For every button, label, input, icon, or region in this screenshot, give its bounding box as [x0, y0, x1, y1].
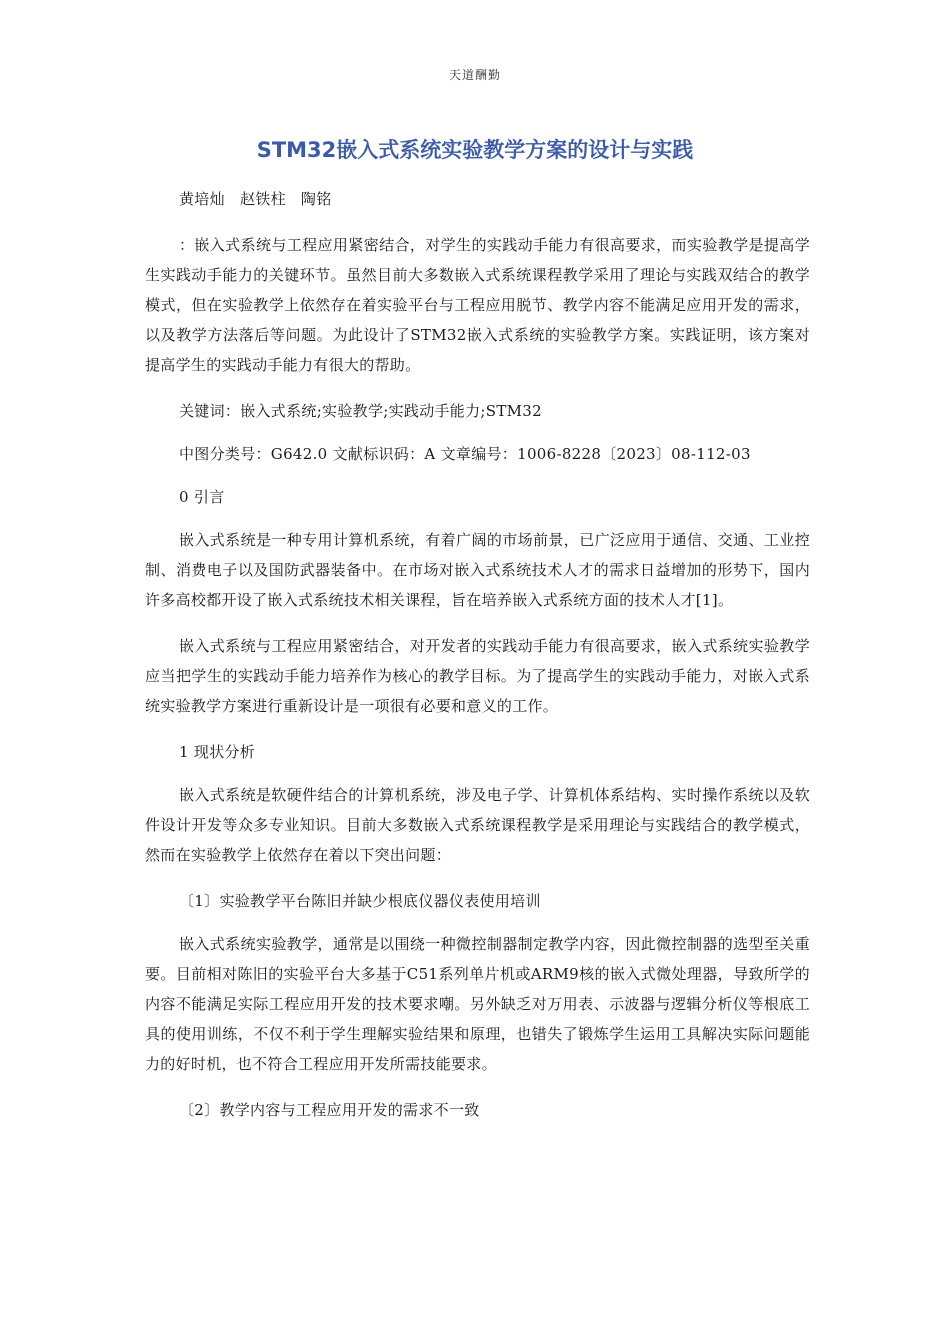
section-heading-introduction: 0 引言 [179, 488, 225, 506]
page-header: 天道酬勤 [448, 68, 501, 82]
subsection-1-paragraph: 嵌入式系统实验教学，通常是以围绕一种微控制器制定教学内容，因此微控制器的选型至关重要。目前相对陈旧的实验平台大多基于C51系列单片机或ARM9核的嵌入式微处理器，导致所学的内容不能满足实际工程应用开发的技术要求嘲。另外缺乏对万用表、示波器与逻辑分析仪等根底工具的使用训练，不仅不利于学生理解实验结果和原理，也错失了锻炼学生运用工具解决实际问题能力的好时机，也不符合工程应用开发所需技能要求。 [145, 935, 810, 1073]
abstract-paragraph: ：嵌入式系统与工程应用紧密结合，对学生的实践动手能力有很高要求，而实验教学是提高学生实践动手能力的关键环节。虽然目前大多数嵌入式系统课程教学采用了理论与实践双结合的教学模式，但在实验教学上依然存在着实验平台与工程应用脱节、教学内容不能满足应用开发的需求，以及教学方法落后等问题。为此设计了STM32嵌入式系统的实验教学方案。实践证明，该方案对提高学生的实践动手能力有很大的帮助。 [145, 236, 810, 374]
intro-paragraph-2: 嵌入式系统与工程应用紧密结合，对开发者的实践动手能力有很高要求，嵌入式系统实验教学应当把学生的实践动手能力培养作为核心的教学目标。为了提高学生的实践动手能力，对嵌入式系统实验教学方案进行重新设计是一项很有必要和意义的工作。 [145, 637, 810, 715]
classification-line: 中图分类号：G642.0 文献标识码：A 文章编号：1006-8228〔2023〕08-112-03 [179, 445, 751, 463]
article-body [145, 184, 810, 1138]
status-paragraph-1: 嵌入式系统是软硬件结合的计算机系统，涉及电子学、计算机体系结构、实时操作系统以及软件设计开发等众多专业知识。目前大多数嵌入式系统课程教学是采用理论与实践结合的教学模式，然而在实验教学上依然存在着以下突出问题： [145, 786, 810, 864]
keywords-line: 关键词：嵌入式系统;实验教学;实践动手能力;STM32 [179, 402, 542, 420]
intro-paragraph-1: 嵌入式系统是一种专用计算机系统，有着广阔的市场前景，已广泛应用于通信、交通、工业控制、消费电子以及国防武器装备中。在市场对嵌入式系统技术人才的需求日益增加的形势下，国内许多高校都开设了嵌入式系统技术相关课程，旨在培养嵌入式系统方面的技术人才[1]。 [145, 531, 810, 609]
section-heading-status-analysis: 1 现状分析 [179, 743, 256, 761]
author-list: 黄培灿 赵铁柱 陶铭 [179, 190, 332, 208]
subsection-heading-1: 〔1〕实验教学平台陈旧并缺少根底仪器仪表使用培训 [179, 892, 541, 910]
article-title: STM32嵌入式系统实验教学方案的设计与实践 [256, 138, 694, 162]
subsection-heading-2: 〔2〕教学内容与工程应用开发的需求不一致 [179, 1101, 480, 1119]
